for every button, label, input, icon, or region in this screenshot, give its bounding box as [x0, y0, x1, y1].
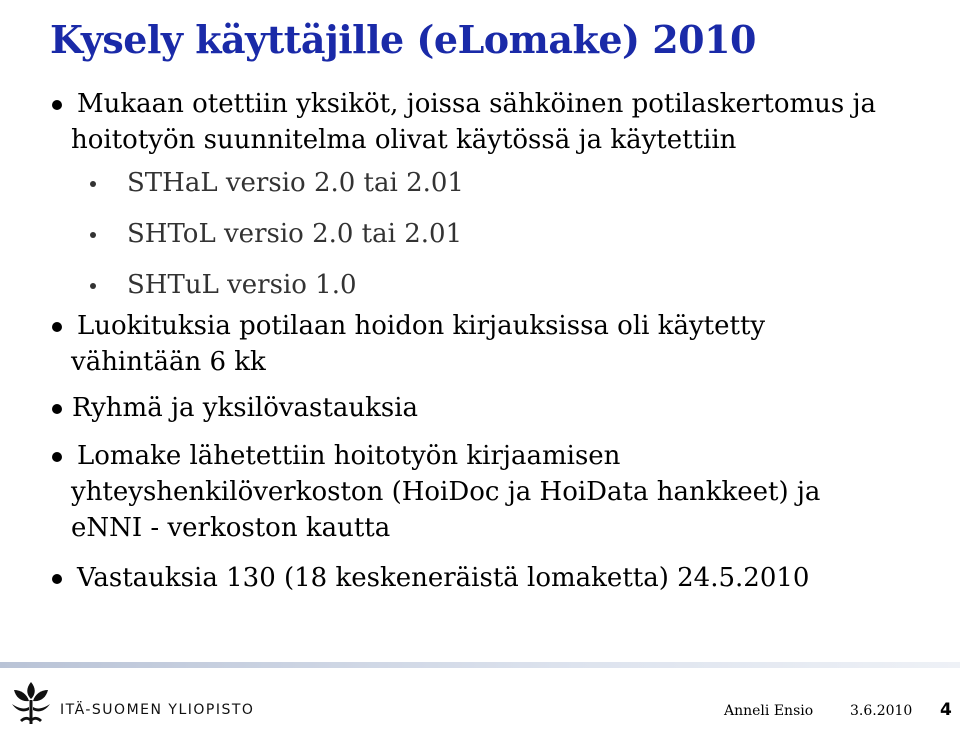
bullet-text	[72, 86, 947, 158]
footer-divider	[0, 662, 960, 668]
bullet-line: eNNI - verkoston kautta	[71, 513, 391, 543]
bullet-item	[52, 308, 947, 380]
bullet-line: Vastauksia 130 (18 keskeneräistä lomaketta) 24.5.2010	[77, 563, 810, 593]
sub-item	[52, 166, 947, 200]
slide-title: Kysely käyttäjille (eLomake) 2010	[50, 17, 756, 62]
bullet-line: Luokituksia potilaan hoidon kirjauksissa oli käytetty	[77, 311, 766, 341]
sub-list	[52, 166, 947, 302]
sub-item-text: SHTuL versio 1.0	[127, 270, 357, 300]
bullet-dot	[52, 322, 62, 332]
bullet-dot	[52, 574, 62, 584]
bullet-text	[72, 390, 947, 426]
bullet-line: Ryhmä ja yksilövastauksia	[72, 393, 419, 423]
university-logo-icon	[10, 680, 52, 726]
bullet-dot	[52, 404, 62, 414]
bullet-text	[72, 438, 947, 546]
bullet-dot	[52, 452, 62, 462]
sub-bullet-dot	[90, 181, 96, 187]
bullet-line: vähintään 6 kk	[71, 347, 266, 377]
sub-item-text: STHaL versio 2.0 tai 2.01	[127, 168, 464, 198]
bullet-dot	[52, 100, 62, 110]
bullet-line: hoitotyön suunnitelma olivat käytössä ja käytettiin	[71, 125, 737, 155]
sub-item-text: SHToL versio 2.0 tai 2.01	[127, 219, 463, 249]
sub-item	[52, 268, 947, 302]
bullet-text	[72, 308, 947, 380]
slide-content	[52, 86, 947, 596]
bullet-line: Lomake lähetettiin hoitotyön kirjaamisen	[77, 441, 621, 471]
slide-footer	[0, 676, 960, 730]
page-number: 4	[940, 700, 952, 720]
sub-item	[52, 217, 947, 251]
sub-bullet-dot	[90, 283, 96, 289]
bullet-item	[52, 86, 947, 158]
bullet-item	[52, 560, 947, 596]
bullet-line: Mukaan otettiin yksiköt, joissa sähköinen potilaskertomus ja	[77, 89, 877, 119]
footer-date: 3.6.2010	[850, 703, 913, 719]
footer-author: Anneli Ensio	[724, 703, 814, 719]
sub-bullet-dot	[90, 232, 96, 238]
bullet-item	[52, 438, 947, 546]
bullet-item	[52, 390, 947, 426]
bullet-text	[72, 560, 947, 596]
bullet-line: yhteyshenkilöverkoston (HoiDoc ja HoiData hankkeet) ja	[71, 477, 821, 507]
university-name: ITÄ-SUOMEN YLIOPISTO	[60, 702, 255, 718]
